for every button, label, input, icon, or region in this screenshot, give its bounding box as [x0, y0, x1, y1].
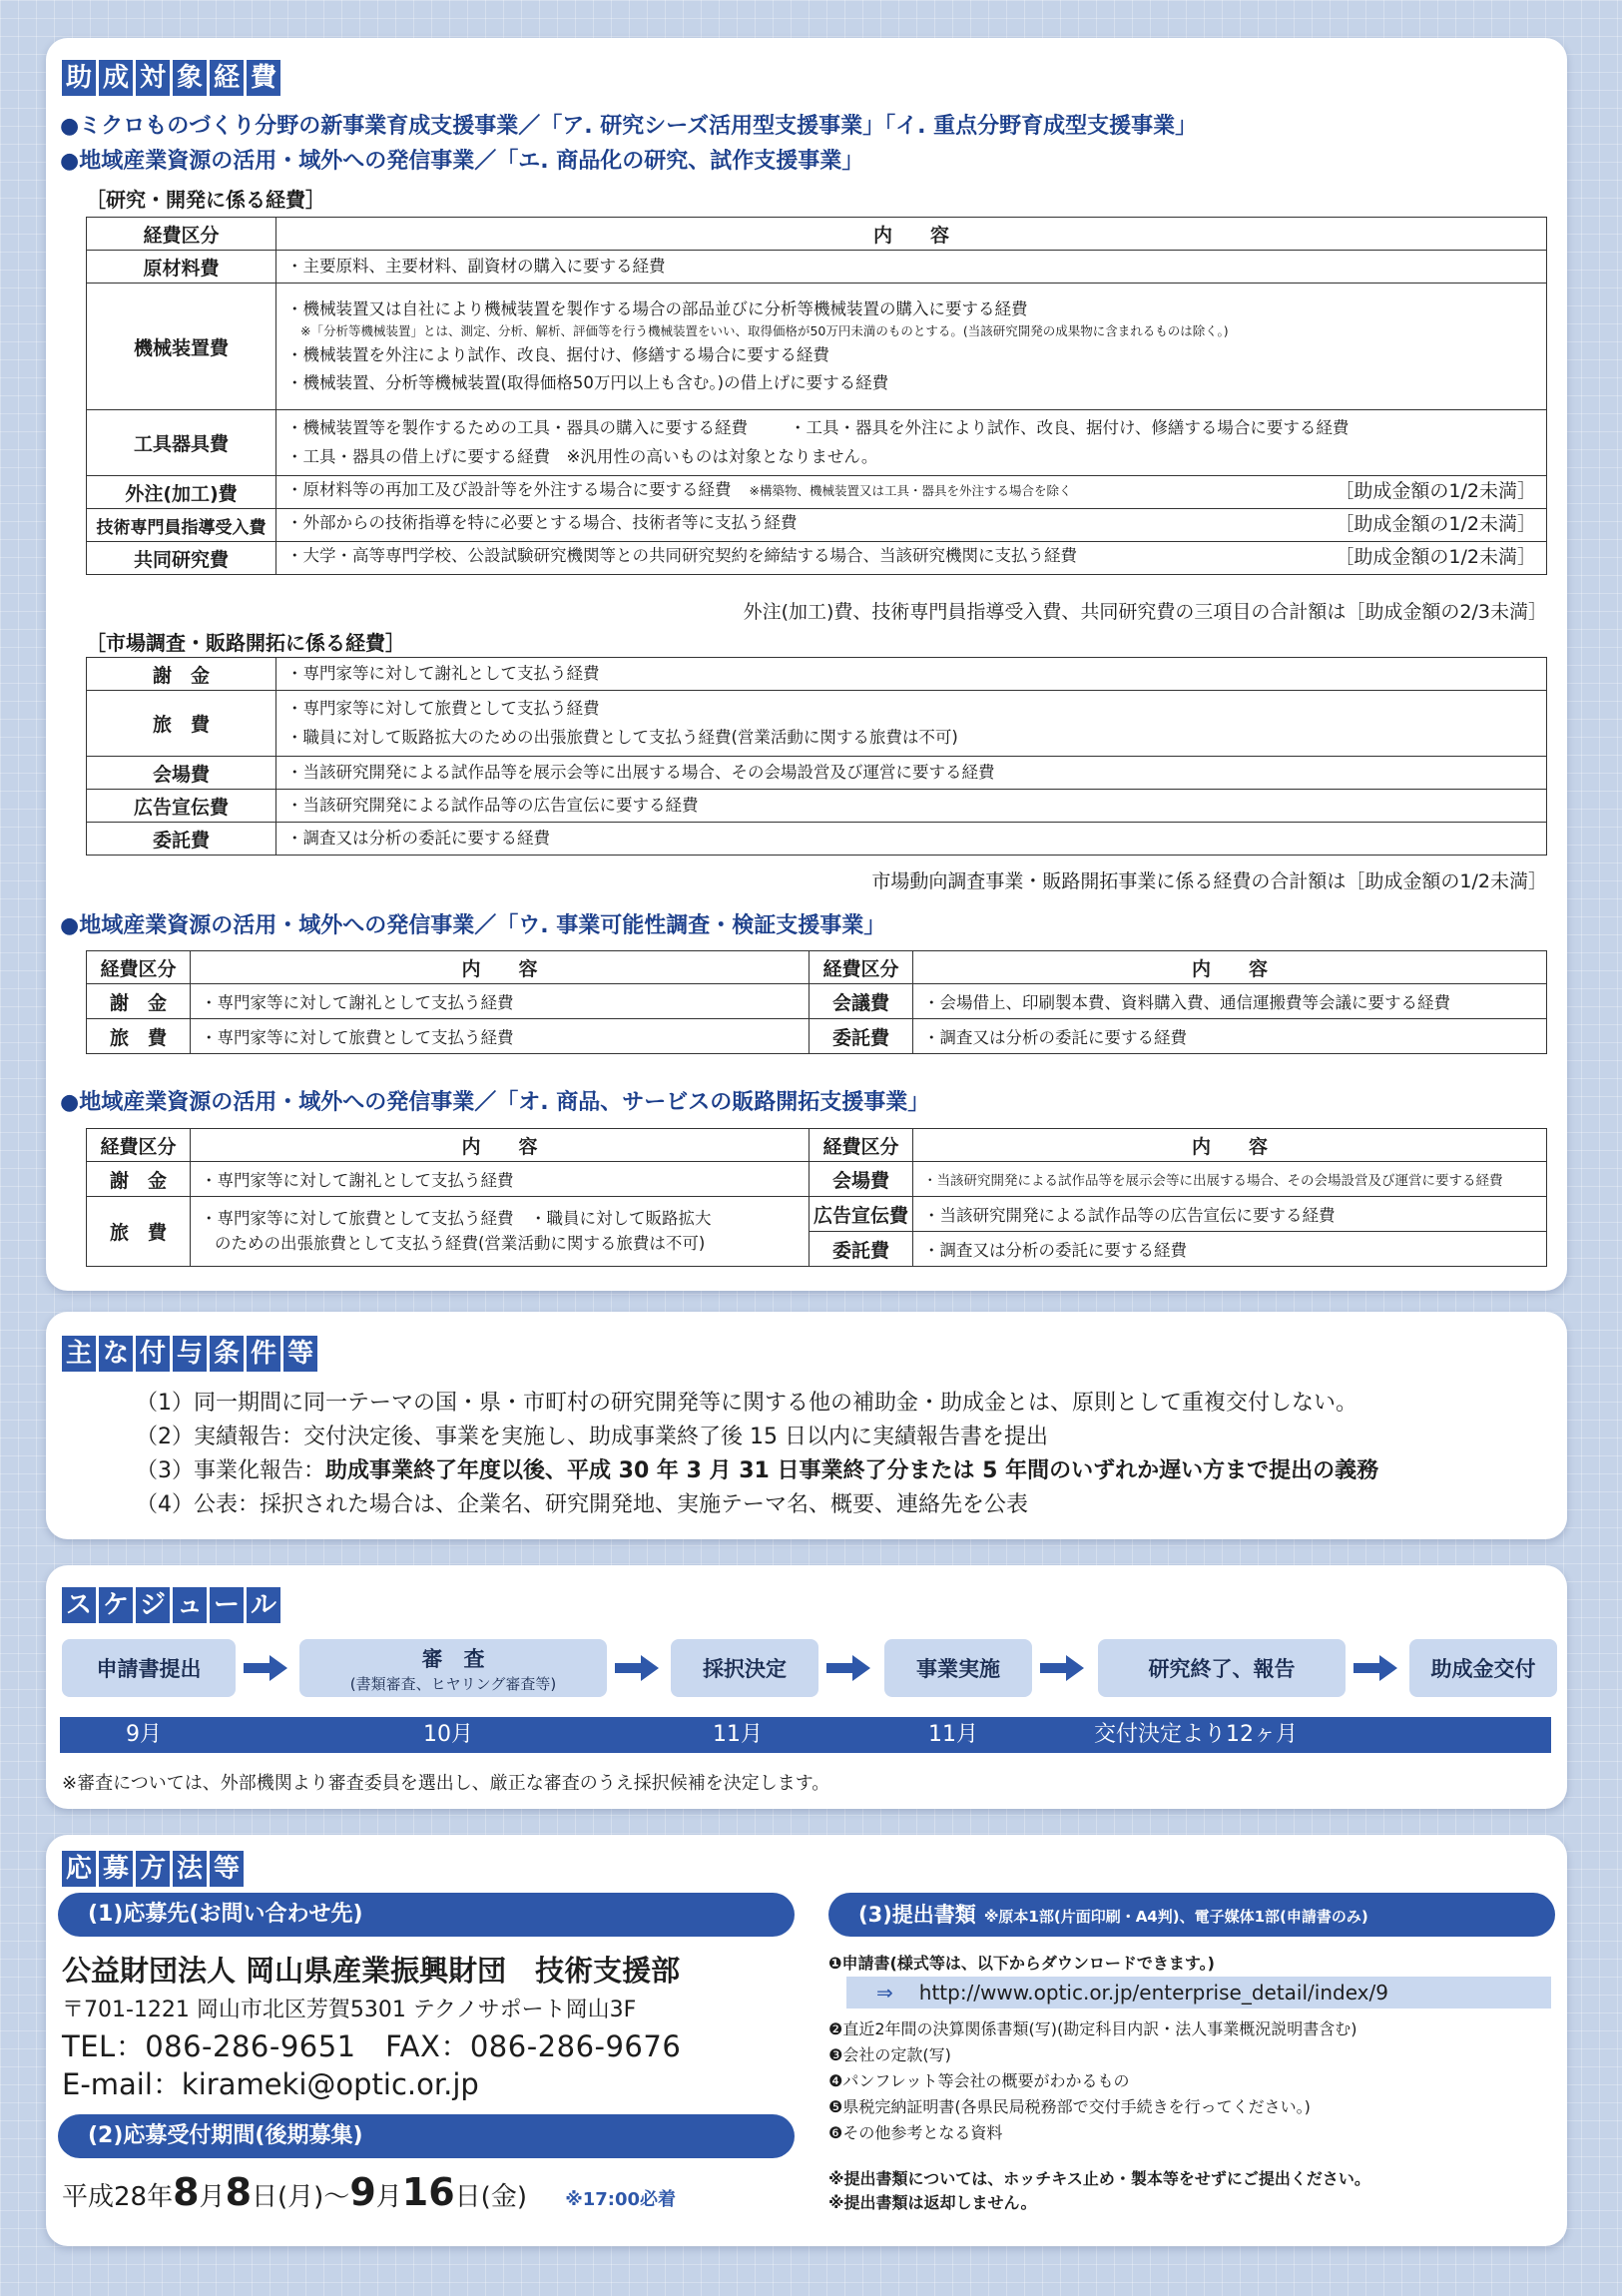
header-category: 経費区分 [810, 951, 913, 984]
row-content: ・専門家等に対して謝礼として支払う経費 [191, 984, 810, 1019]
content-line: ・専門家等に対して旅費として支払う経費 [286, 699, 600, 719]
table-row [87, 509, 1547, 542]
schedule-panel [46, 1565, 1567, 1809]
title-char: ル [247, 1587, 280, 1623]
row-category: 委託費 [87, 823, 276, 856]
title-char: 件 [247, 1336, 280, 1372]
row-category: 技術専門員指導受入費 [87, 509, 276, 542]
condition-item: （2）実績報告：交付決定後、事業を実施し、助成事業終了後 15 日以内に実績報告書を提出 [136, 1425, 1048, 1449]
content-line: ・外部からの技術指導を特に必要とする場合、技術者等に支払う経費 [286, 513, 798, 533]
row-content [276, 691, 1547, 757]
condition-item [136, 1453, 1378, 1484]
content-note: ※「分析等機械装置」とは、測定、分析、解析、評価等を行う機械装置をいい、取得価格が50万円未満のものとする。(当該研究開発の成果物に含まれるものは除く。) [300, 322, 1229, 338]
row-category: 広告宣伝費 [87, 790, 276, 823]
program-heading-a: ●ミクロものづくり分野の新事業育成支援事業／「ア. 研究シーズ活用型支援事業」「イ. 重点分野育成型支援事業」 [60, 114, 1198, 139]
program-heading-u: ●地域産業資源の活用・域外への発信事業／「ウ. 事業可能性調査・検証支援事業」 [60, 913, 886, 938]
row-content [276, 509, 1547, 542]
row-content: ・会場借上、印刷製本費、資料購入費、通信運搬費等会議に要する経費 [913, 984, 1547, 1019]
title-char: ュ [173, 1587, 207, 1623]
table-row [87, 1162, 1547, 1197]
arrow-right-icon [826, 1655, 870, 1681]
row-content: ・当該研究開発による試作品等の広告宣伝に要する経費 [276, 790, 1547, 823]
documents-note-1: ※提出書類については、ホッチキス止め・製本等をせずにご提出ください。 [828, 2169, 1370, 2188]
email-link[interactable]: E-mail：kirameki@optic.or.jp [62, 2067, 479, 2101]
period-part: 月 [375, 2182, 402, 2212]
table-row [87, 1019, 1547, 1054]
condition-item: （4）公表：採択された場合は、企業名、研究開発地、実施テーマ名、概要、連絡先を公表 [136, 1492, 1029, 1517]
step-report: 研究終了、報告 [1098, 1639, 1346, 1697]
period-month: 8 [173, 2170, 200, 2214]
title-char: 象 [173, 60, 207, 96]
market-total-note: 市場動向調査事業・販路開拓事業に係る経費の合計額は［助成金額の1/2未満］ [871, 870, 1547, 892]
table-row [87, 284, 1547, 410]
step-sublabel: (書類審査、ヒヤリング審査等) [349, 1674, 557, 1693]
period-part: 日(金) [454, 2182, 527, 2212]
documents-heading [828, 1893, 1555, 1937]
document-item: ❻その他参考となる資料 [828, 2123, 1003, 2142]
step-label: 審 査 [421, 1646, 485, 1671]
contact-heading: (1)応募先(お問い合わせ先) [58, 1893, 795, 1937]
row-category: 機械装置費 [87, 284, 276, 410]
table-row [87, 790, 1547, 823]
step-grant: 助成金交付 [1409, 1639, 1557, 1697]
row-content [276, 476, 1547, 509]
row-content [191, 1197, 810, 1267]
arrow-right-icon [244, 1655, 287, 1681]
row-category: 委託費 [810, 1232, 913, 1267]
table-row [87, 984, 1547, 1019]
content-line: ・原材料等の再加工及び設計等を外注する場合に要する経費 [286, 480, 732, 500]
title-char: 付 [136, 1336, 170, 1372]
condition-label: （3）事業化報告： [136, 1458, 325, 1483]
table-row [87, 410, 1547, 476]
documents-note-2: ※提出書類は返却しません。 [828, 2193, 1037, 2212]
content-line: ・専門家等に対して旅費として支払う経費 ・職員に対して販路拡大 [201, 1208, 712, 1228]
title-char: 与 [173, 1336, 207, 1372]
application-period [62, 2170, 676, 2214]
month-label: 交付決定より12ヶ月 [1094, 1722, 1298, 1747]
table-row [87, 251, 1547, 284]
documents-note: ※原本1部(片面印刷・A4判)、電子媒体1部(申請書のみ) [983, 1908, 1368, 1926]
title-char: 等 [283, 1336, 317, 1372]
address: 〒701-1221 岡山市北区芳賀5301 テクノサポート岡山3F [62, 1998, 637, 2022]
arrow-right-icon [1040, 1655, 1084, 1681]
period-month: 9 [349, 2170, 376, 2214]
row-content [276, 284, 1547, 410]
header-content: 内 容 [276, 218, 1547, 251]
month-label: 9月 [126, 1722, 162, 1747]
title-char: 応 [62, 1851, 96, 1887]
row-category: 旅 費 [87, 1019, 191, 1054]
title-char: 対 [136, 60, 170, 96]
row-category: 委託費 [810, 1019, 913, 1054]
condition-item: （1）同一期間に同一テーマの国・県・市町村の研究開発等に関する他の補助金・助成金とは、原則として重複交付しない。 [136, 1391, 1358, 1416]
section-title-application [62, 1851, 244, 1887]
step-selection: 採択決定 [671, 1639, 818, 1697]
period-part: 日(月)～ [252, 2182, 350, 2212]
conditions-panel [46, 1312, 1567, 1539]
sales-channel-expense-table [86, 1128, 1547, 1267]
row-content [276, 542, 1547, 575]
row-content: ・当該研究開発による試作品等を展示会等に出展する場合、その会場設営及び運営に要する経費 [276, 757, 1547, 790]
application-panel [46, 1835, 1567, 2246]
title-char: 法 [173, 1851, 207, 1887]
document-item: ❸会社の定款(写) [828, 2045, 951, 2064]
feasibility-expense-table [86, 950, 1547, 1054]
title-char: 等 [210, 1851, 244, 1887]
content-line: のための出張旅費として支払う経費(営業活動に関する旅費は不可) [215, 1234, 706, 1253]
content-line: ・機械装置、分析等機械装置(取得価格50万円以上も含む。)の借上げに要する経費 [286, 373, 889, 393]
deadline-note: ※17:00必着 [565, 2189, 677, 2210]
rd-expense-table [86, 217, 1547, 575]
title-char: ー [210, 1587, 244, 1623]
row-category: 会場費 [87, 757, 276, 790]
header-content: 内 容 [913, 951, 1547, 984]
table-row [87, 757, 1547, 790]
eligible-expenses-panel [46, 38, 1567, 1291]
content-line: ・機械装置又は自社により機械装置を製作する場合の部品並びに分析等機械装置の購入に要する経費 [286, 298, 1028, 318]
organization-name: 公益財団法人 岡山県産業振興財団 技術支援部 [62, 1954, 681, 1988]
period-heading: (2)応募受付期間(後期募集) [58, 2114, 795, 2158]
timeline-bar [60, 1717, 1551, 1753]
header-category: 経費区分 [87, 218, 276, 251]
title-char: 助 [62, 60, 96, 96]
month-label: 11月 [928, 1722, 978, 1747]
limit-note: ［助成金額の1/2未満］ [1335, 513, 1536, 536]
rd-total-note: 外注(加工)費、技術専門員指導受入費、共同研究費の三項目の合計額は［助成金額の2/3未満］ [743, 601, 1547, 623]
content-note: ※構築物、機械装置又は工具・器具を外注する場合を除く [749, 483, 1072, 499]
section-title-schedule [62, 1587, 280, 1623]
rd-expenses-label: ［研究・開発に係る経費］ [86, 188, 325, 212]
content-line: ・機械装置等を製作するための工具・器具の購入に要する経費 [286, 417, 748, 437]
row-content: ・調査又は分析の委託に要する経費 [913, 1232, 1547, 1267]
row-category: 謝 金 [87, 658, 276, 691]
limit-note: ［助成金額の1/2未満］ [1335, 546, 1536, 569]
document-item: ❹パンフレット等会社の概要がわかるもの [828, 2071, 1130, 2090]
content-line: ・工具・器具を外注により試作、改良、据付け、修繕する場合に要する経費 [790, 417, 1350, 437]
condition-emphasis: 助成事業終了年度以後、平成 30 年 3 月 31 日事業終了分または 5 年間のいずれか遅い方まで提出の義務 [325, 1458, 1379, 1483]
title-char: 募 [99, 1851, 133, 1887]
title-char: 費 [247, 60, 280, 96]
step-review [299, 1639, 607, 1697]
documents-title: (3)提出書類 [858, 1903, 976, 1927]
row-content: ・専門家等に対して謝礼として支払う経費 [276, 658, 1547, 691]
row-category: 外注(加工)費 [87, 476, 276, 509]
header-category: 経費区分 [87, 951, 191, 984]
row-category: 原材料費 [87, 251, 276, 284]
header-content: 内 容 [191, 1129, 810, 1162]
document-item: ❺県税完納証明書(各県民局税務部で交付手続きを行ってください。) [828, 2097, 1311, 2116]
month-label: 11月 [713, 1722, 763, 1747]
title-char: な [99, 1336, 133, 1372]
table-row [87, 823, 1547, 856]
table-row [87, 658, 1547, 691]
period-part: 月 [199, 2182, 226, 2212]
row-category: 工具器具費 [87, 410, 276, 476]
url-link[interactable]: http://www.optic.or.jp/enterprise_detail/index/9 [918, 1981, 1388, 2005]
header-content: 内 容 [191, 951, 810, 984]
row-content: ・調査又は分析の委託に要する経費 [913, 1019, 1547, 1054]
row-content: ・専門家等に対して旅費として支払う経費 [191, 1019, 810, 1054]
content-line: ・職員に対して販路拡大のための出張旅費として支払う経費(営業活動に関する旅費は不可) [286, 727, 958, 747]
title-char: 方 [136, 1851, 170, 1887]
program-heading-o: ●地域産業資源の活用・域外への発信事業／「オ. 商品、サービスの販路開拓支援事業」 [60, 1090, 930, 1115]
document-item: ❶申請書(様式等は、以下からダウンロードできます。) [828, 1954, 1215, 1973]
row-category: 広告宣伝費 [810, 1197, 913, 1232]
row-category: 旅 費 [87, 691, 276, 757]
header-content: 内 容 [913, 1129, 1547, 1162]
content-line: ・大学・高等専門学校、公設試験研究機関等との共同研究契約を締結する場合、当該研究機関に支払う経費 [286, 546, 1077, 566]
program-heading-e: ●地域産業資源の活用・域外への発信事業／「エ. 商品化の研究、試作支援事業」 [60, 149, 864, 174]
table-row [87, 476, 1547, 509]
row-content [276, 410, 1547, 476]
period-day: 16 [401, 2170, 455, 2214]
title-char: 成 [99, 60, 133, 96]
download-url[interactable] [846, 1977, 1551, 2009]
row-content: ・当該研究開発による試作品等の広告宣伝に要する経費 [913, 1197, 1547, 1232]
header-category: 経費区分 [810, 1129, 913, 1162]
row-category: 旅 費 [87, 1197, 191, 1267]
title-char: ジ [136, 1587, 170, 1623]
title-char: ス [62, 1587, 96, 1623]
row-category: 謝 金 [87, 984, 191, 1019]
document-item: ❷直近2年間の決算関係書類(写)(勘定科目内訳・法人事業概況説明書含む) [828, 2019, 1357, 2038]
table-row [87, 1197, 1547, 1232]
phone-fax: TEL：086-286-9651 FAX：086-286-9676 [62, 2029, 682, 2063]
step-application: 申請書提出 [62, 1639, 236, 1697]
month-label: 10月 [423, 1722, 473, 1747]
row-category: 会議費 [810, 984, 913, 1019]
title-char: 主 [62, 1336, 96, 1372]
title-char: 経 [210, 60, 244, 96]
content-line: ・工具・器具の借上げに要する経費 ※汎用性の高いものは対象となりません。 [286, 447, 878, 466]
table-row [87, 542, 1547, 575]
row-content: ・調査又は分析の委託に要する経費 [276, 823, 1547, 856]
schedule-note: ※審査については、外部機関より審査委員を選出し、厳正な審査のうえ採択候補を決定します。 [62, 1773, 830, 1794]
limit-note: ［助成金額の1/2未満］ [1335, 480, 1536, 503]
market-expenses-label: ［市場調査・販路開拓に係る経費］ [86, 631, 405, 655]
table-row [87, 691, 1547, 757]
header-category: 経費区分 [87, 1129, 191, 1162]
market-expense-table [86, 657, 1547, 856]
content-line: ・機械装置を外注により試作、改良、据付け、修繕する場合に要する経費 [286, 344, 829, 364]
title-char: 条 [210, 1336, 244, 1372]
row-category: 共同研究費 [87, 542, 276, 575]
title-char: ケ [99, 1587, 133, 1623]
step-implementation: 事業実施 [884, 1639, 1032, 1697]
section-title-conditions [62, 1336, 317, 1372]
period-day: 8 [225, 2170, 253, 2214]
row-content: ・当該研究開発による試作品等を展示会等に出展する場合、その会場設営及び運営に要する経費 [913, 1162, 1547, 1197]
row-category: 会場費 [810, 1162, 913, 1197]
arrow-right-icon: ⇒ [876, 1981, 893, 2005]
arrow-right-icon [1353, 1655, 1397, 1681]
row-category: 謝 金 [87, 1162, 191, 1197]
period-part: 平成28年 [62, 2182, 174, 2212]
row-content: ・主要原料、主要材料、副資材の購入に要する経費 [276, 251, 1547, 284]
section-title-eligible-expenses [62, 60, 280, 96]
arrow-right-icon [615, 1655, 659, 1681]
row-content: ・専門家等に対して謝礼として支払う経費 [191, 1162, 810, 1197]
